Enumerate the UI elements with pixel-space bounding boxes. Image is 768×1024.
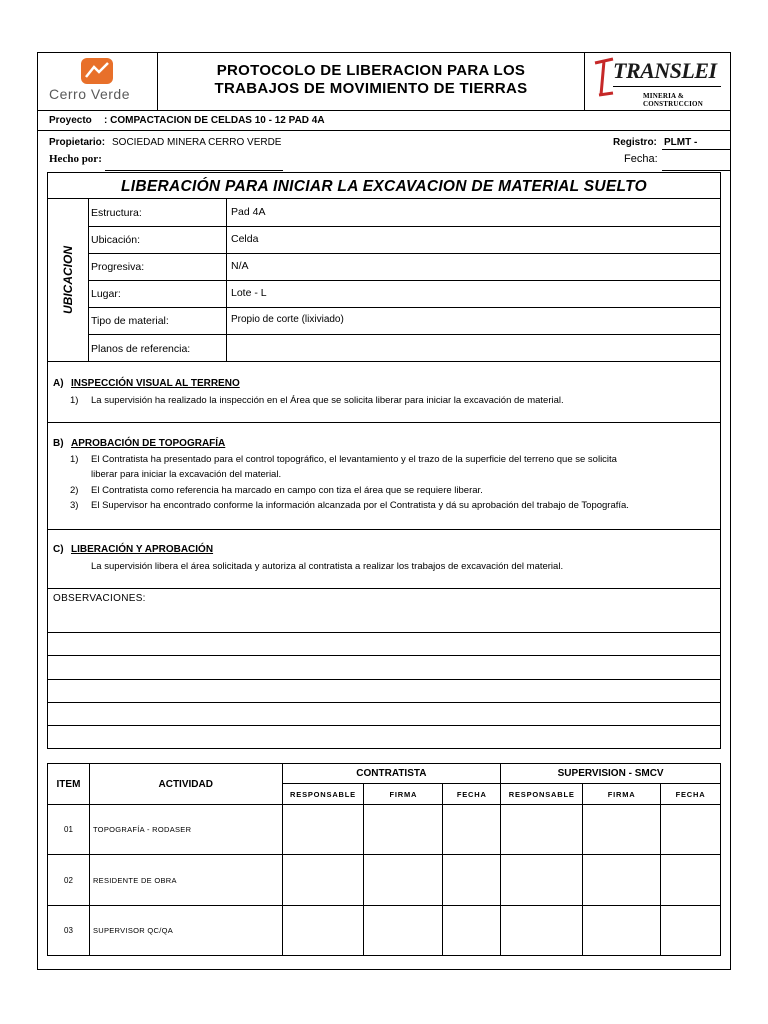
propietario-label: Propietario:	[49, 137, 106, 148]
signature-cell[interactable]	[583, 906, 661, 956]
fecha-label: Fecha:	[624, 153, 658, 165]
registro-label: Registro:	[613, 137, 657, 148]
table-row: 03 SUPERVISOR QC/QA	[48, 906, 721, 956]
supervision-header: SUPERVISION - SMCV	[501, 764, 721, 784]
contratista-header: CONTRATISTA	[282, 764, 501, 784]
observaciones-line	[47, 725, 721, 726]
observaciones-label: OBSERVACIONES:	[53, 593, 146, 604]
signature-cell[interactable]	[661, 805, 721, 855]
hecho-por-field[interactable]	[105, 170, 283, 171]
signature-cell[interactable]	[583, 805, 661, 855]
signature-cell[interactable]	[282, 855, 364, 906]
signature-cell[interactable]	[364, 906, 443, 956]
fecha-field[interactable]	[662, 170, 731, 171]
ubicacion-side-label: UBICACION	[48, 199, 89, 361]
translei-logo	[584, 52, 731, 110]
ubicacion-row: Planos de referencia:	[88, 334, 720, 362]
proyecto-label: Proyecto	[49, 115, 92, 126]
signature-cell[interactable]	[443, 855, 501, 906]
ubicacion-row: Estructura: Pad 4A	[88, 199, 720, 227]
section-b-item-cont: liberar para iniciar la excavación del material.	[91, 469, 282, 480]
section-a-title: INSPECCIÓN VISUAL AL TERRENO	[71, 378, 240, 389]
signature-cell[interactable]	[364, 805, 443, 855]
hecho-por-label: Hecho por:	[49, 153, 102, 165]
table-row: 02 RESIDENTE DE OBRA	[48, 855, 721, 906]
ubicacion-row: Tipo de material: Propio de corte (lixiviado)	[88, 307, 720, 335]
section-c-title: LIBERACIÓN Y APROBACIÓN	[71, 544, 214, 555]
col-item-header: ITEM	[48, 764, 90, 805]
col-fecha-header: FECHA	[661, 784, 721, 805]
registro-value: PLMT -	[664, 137, 698, 148]
translei-underline	[613, 86, 721, 87]
cerro-verde-text: Cerro Verde	[49, 86, 130, 102]
info-divider	[37, 130, 731, 131]
col-responsable-header: RESPONSABLE	[501, 784, 583, 805]
section-b: B) APROBACIÓN DE TOPOGRAFÍA 1) El Contratista ha presentado para el control topográfico, el levantamiento y el trazo de la superficie del terreno que se solicita liberar para iniciar la excavación del material. 2) El Contratista como referencia ha marcado en campo con tiza el área que se requiere liberar. 3) El Supervisor ha encontrado conforme la información alcanzada por el Contratista y dá su aprobación del trabajo de Topografía.	[47, 422, 721, 530]
section-heading-liberacion: LIBERACIÓN PARA INICIAR LA EXCAVACION DE MATERIAL SUELTO	[47, 172, 721, 199]
observaciones-line	[47, 632, 721, 633]
document-header	[37, 52, 731, 111]
signature-cell[interactable]	[364, 855, 443, 906]
cerro-verde-emblem-icon	[80, 57, 114, 85]
registro-underline	[662, 149, 731, 150]
section-b-item: El Supervisor ha encontrado conforme la información alcanzada por el Contratista y dá su aprobación del trabajo de Topografía.	[91, 500, 629, 511]
ubicacion-row: Lugar: Lote - L	[88, 280, 720, 308]
col-actividad-header: ACTIVIDAD	[89, 764, 282, 805]
section-c-text: La supervisión libera el área solicitada y autoriza al contratista a realizar los trabajos de excavación del material.	[91, 561, 564, 572]
section-a-item: La supervisión ha realizado la inspección en el Área que se solicita liberar para iniciar la excavación de material.	[91, 395, 564, 406]
signature-cell[interactable]	[501, 855, 583, 906]
propietario-value: SOCIEDAD MINERA CERRO VERDE	[112, 137, 282, 148]
observaciones-line	[47, 702, 721, 703]
ubicacion-row: Ubicación: Celda	[88, 226, 720, 254]
signature-cell[interactable]	[443, 805, 501, 855]
signature-cell[interactable]	[661, 855, 721, 906]
document-title: PROTOCOLO DE LIBERACION PARA LOS TRABAJOS DE MOVIMIENTO DE TIERRAS	[214, 62, 528, 97]
section-b-title: APROBACIÓN DE TOPOGRAFÍA	[71, 438, 226, 449]
signatures-table	[47, 763, 721, 956]
cerro-verde-logo	[37, 52, 158, 110]
proyecto-value: : COMPACTACION DE CELDAS 10 - 12 PAD 4A	[104, 115, 325, 126]
col-responsable-header: RESPONSABLE	[282, 784, 364, 805]
signature-cell[interactable]	[443, 906, 501, 956]
signature-cell[interactable]	[282, 906, 364, 956]
section-a: A) INSPECCIÓN VISUAL AL TERRENO 1) La supervisión ha realizado la inspección en el Área que se solicita liberar para iniciar la excavación de material.	[47, 361, 721, 423]
signature-cell[interactable]	[282, 805, 364, 855]
signature-cell[interactable]	[583, 855, 661, 906]
signature-cell[interactable]	[501, 805, 583, 855]
signature-cell[interactable]	[661, 906, 721, 956]
signature-cell[interactable]	[501, 906, 583, 956]
translei-text: TRANSLEI	[613, 58, 717, 83]
section-b-item: El Contratista como referencia ha marcado en campo con tiza el área que se requiere liberar.	[91, 485, 483, 496]
section-c: C) LIBERACIÓN Y APROBACIÓN La supervisión libera el área solicitada y autoriza al contratista a realizar los trabajos de excavación del material.	[47, 529, 721, 589]
ubicacion-row: Progresiva: N/A	[88, 253, 720, 281]
col-firma-header: FIRMA	[364, 784, 443, 805]
observaciones-line	[47, 655, 721, 656]
section-b-item: El Contratista ha presentado para el control topográfico, el levantamiento y el trazo de la superficie del terreno que se solicita	[91, 454, 617, 465]
ubicacion-table	[47, 198, 721, 362]
observaciones-line	[47, 679, 721, 680]
col-firma-header: FIRMA	[583, 784, 661, 805]
col-fecha-header: FECHA	[443, 784, 501, 805]
table-row: 01 TOPOGRAFÍA - RODASER	[48, 805, 721, 855]
translei-subtitle: MINERIA & CONSTRUCCION	[643, 92, 703, 108]
